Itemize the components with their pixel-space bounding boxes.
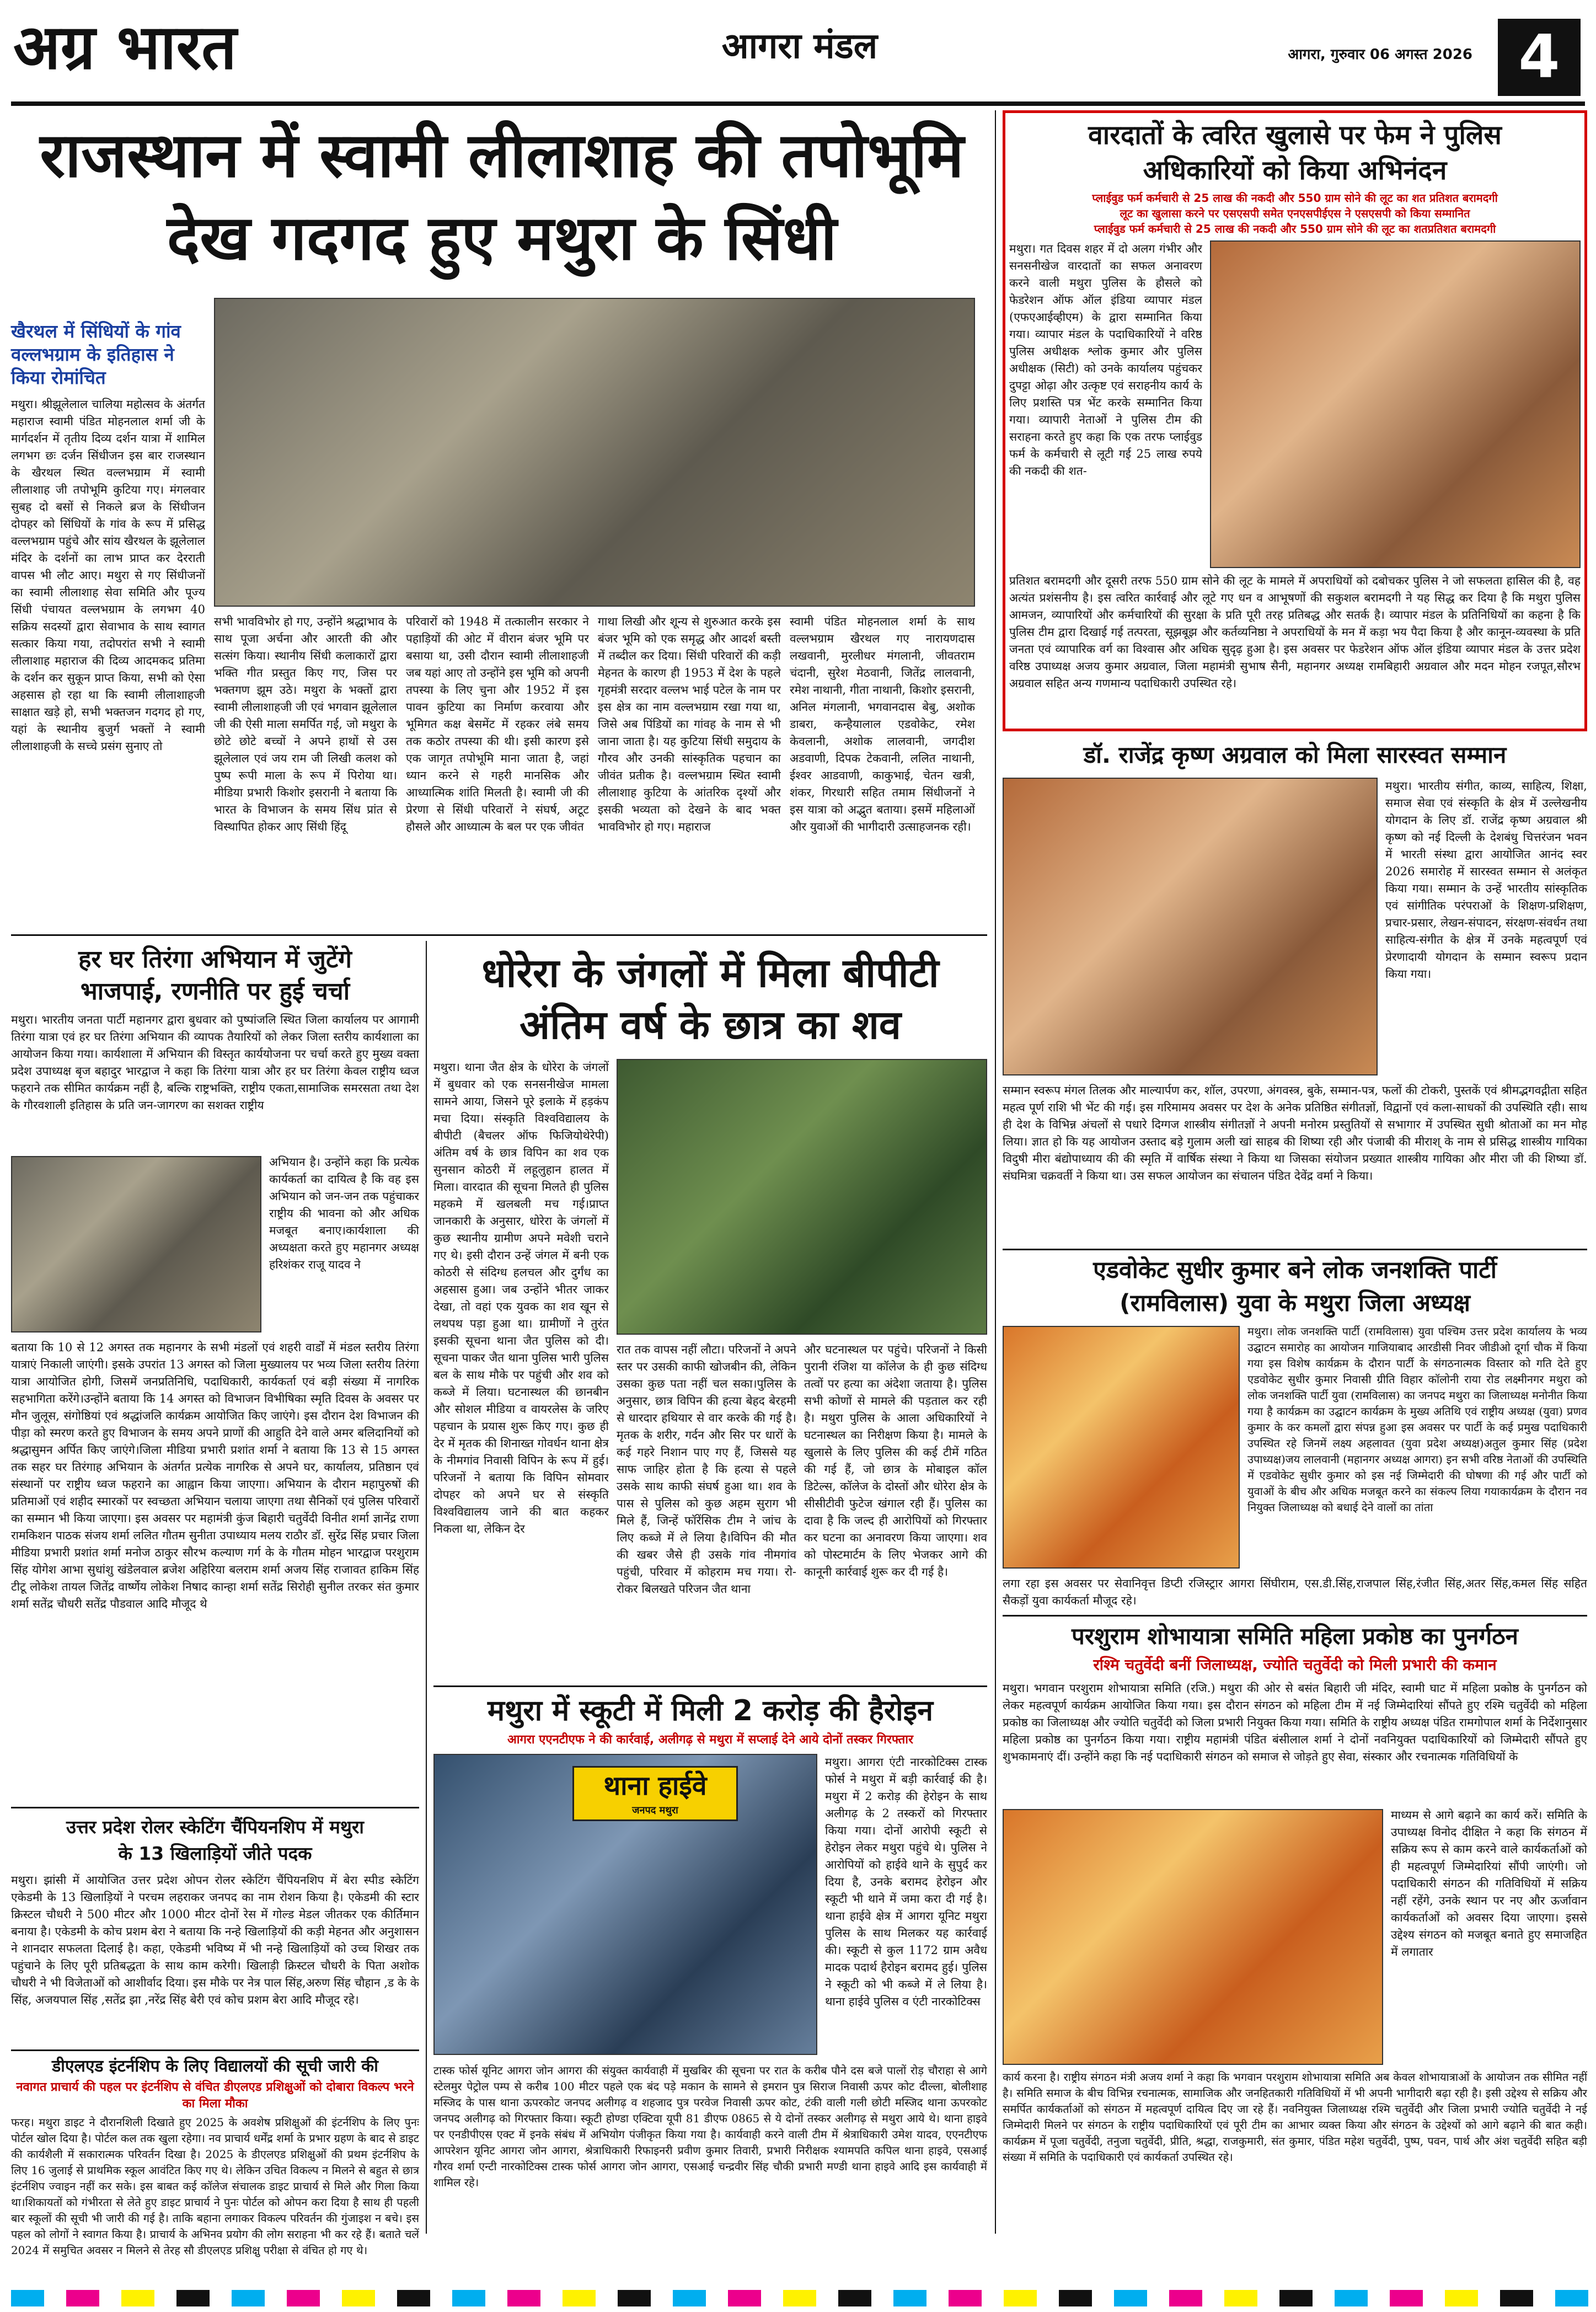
police-photo [1210, 240, 1581, 568]
skating-headline-1: उत्तर प्रदेश रोलर स्केटिंग चैंपियनशिप में मथुरा [66, 1816, 364, 1838]
lead-bottom-rule [11, 934, 987, 936]
color-swatch [121, 2290, 154, 2306]
parshuram-subheadline: रश्मि चतुर्वेदी बनीं जिलाध्यक्ष, ज्योति चतुर्वेदी को मिली प्रभारी की कमान [1093, 1656, 1497, 1674]
heroin-station-sign-text: थाना हाईवे [603, 1770, 707, 1801]
heroin-station-sign-sub: जनपद मथुरा [632, 1805, 678, 1816]
lead-body-col-3: गाथा लिखी और शून्य से शुरुआत करके इस बंजर भूमि को एक समृद्ध और आदर्श बस्ती में तब्दील कर दिया। सिंधी परिवारों की कड़ी मेहनत के कारण ही 1953 में देश के पहले गृहमंत्री सरदार वल्लभ भाई पटेल के नाम पर इस क्षेत्र का नाम वल्लभग्राम रखा गया था, जिसे अब पिंडियों का गांवह के नाम से भी जाना जाता है। यह कुटिया सिंधी समुदाय के गौरव और उनकी सांस्कृतिक पहचान का जीवंत प्रतीक है। वल्लभग्राम स्थित स्वामी लीलाशाह कुटिया के आंतरिक दृश्यों और इसकी भव्यता को देखने के बाद भक्त भावविभोर हो गए। महाराज [598, 615, 781, 833]
heroin-side: मथुरा। आगरा एंटी नारकोटिक्स टास्क फोर्स ने मथुरा में बड़ी कार्रवाई की है। मथुरा में 2 करोड़ की हेरोइन के साथ अलीगढ़ के 2 तस्करों को गिरफ्तार किया गया। दोनों आरोपी स्कूटी से हेरोइन लेकर मथुरा पहुंचे थे। पुलिस ने आरोपियों को हाईवे थाने के सुपुर्द कर दिया है, उनके बरामद हेरोइन और स्कूटी भी थाने में जमा करा दी गई है। थाना हाईवे क्षेत्र में आगरा यूनिट मथुरा पुलिस के साथ मिलकर यह कार्रवाई की। स्कूटी से कुल 1172 ग्राम अवैध मादक पदार्थ हैरोइन बरामद हुई। पुलिस ने स्कूटी को भी कब्जे में ले लिया है। थाना हाईवे पुलिस व एंटी नारकोटिक्स [825, 1756, 987, 2008]
skating-top-rule [11, 1807, 419, 1808]
dhorera-col-3: और घटनास्थल पर पहुंचे। परिजनों ने किसी पुरानी रंजिश या कॉलेज के ही कुछ संदिग्ध तत्वों पर हत्या का अंदेशा जताया है। पुलिस सभी कोणों से मामले की पड़ताल कर रही है। मथुरा पुलिस के आला अधिकारियों ने घटनास्थल का निरीक्षण किया है। मामले के खुलासे के लिए पुलिस की कई टीमें गठित की गई हैं, जो छात्र के मोबाइल कॉल डिटेल्स, कॉलेज के दोस्तों और धोरेरा क्षेत्र के सीसीटीवी फुटेज खंगाल रही हैं। पुलिस का दावा है कि जल्द ही आरोपियों को गिरफ्तार कर घटना का अनावरण किया जाएगा। शव को पोस्टमार्टम के लिए भेजकर आगे की कानूनी कार्रवाई शुरू कर दी गई है। [804, 1343, 987, 1578]
color-swatch [287, 2290, 320, 2306]
color-swatch [1114, 2290, 1147, 2306]
tiranga-headline-1: हर घर तिरंगा अभियान में जुटेंगे [78, 945, 352, 973]
heroin-top-rule [433, 1685, 987, 1687]
police-sub-1: प्लाईवुड फर्म कर्मचारी से 25 लाख की नकदी और 550 ग्राम सोने की लूट का शत प्रतिशत बरामदगी [1092, 191, 1498, 205]
print-color-bar [0, 2268, 1596, 2312]
parshuram-side: माध्यम से आगे बढ़ाने का कार्य करें। समिति के उपाध्यक्ष विनोद दीक्षित ने कहा कि संगठन में सक्रिय रूप से काम करने वाले कार्यकर्ताओं को ही महत्वपूर्ण जिम्मेदारियां सौंपी जाएंगी। जो पदाधिकारी संगठन की गतिविधियों में सक्रिय नहीं रहेंगे, उनके स्थान पर नए और ऊर्जावान कार्यकर्ताओं को अवसर दिया जाएगा। इससे उद्देश्य संगठन को मजबूत बनाते हुए समाजहित में लगातार [1391, 1808, 1587, 1958]
color-swatch [1445, 2290, 1478, 2306]
color-swatch [1390, 2290, 1423, 2306]
parshuram-intro: मथुरा। भगवान परशुराम शोभायात्रा समिति (रजि.) मथुरा की ओर से बसंत बिहारी जी मंदिर, स्वामी घाट में महिला प्रकोष्ठ के पुनर्गठन को लेकर महत्वपूर्ण कार्यक्रम आयोजित किया गया। इस दौरान संगठन को महिला टीम में नई जिम्मेदारियां सौंपते हुए रश्मि चतुर्वेदी को महिला प्रकोष्ठ का जिलाध्यक्ष और ज्योति चतुर्वेदी को जिला प्रभारी नियुक्त किया गया। समिति के राष्ट्रीय अध्यक्ष पंडित रामगोपाल शर्मा के निर्देशानुसार महिला प्रकोष्ठ का पुनर्गठन किया गया। राष्ट्रीय महामंत्री पंडित बंसीलाल शर्मा ने दोनों नवनियुक्त पदाधिकारियों को जिम्मेदारी सौंपते हुए शुभकामनाएं दीं। उन्होंने कहा कि नई पदाधिकारी संगठन को समाज से जोड़ते हुए सेवा, संस्कार और रचनात्मक गतिविधियों के [1003, 1682, 1587, 1763]
color-swatch [728, 2290, 761, 2306]
lead-body-left: मथुरा। श्रीझूलेलाल चालिया महोत्सव के अंतर्गत महाराज स्वामी पंडित मोहनलाल शर्मा जी के मार्गदर्शन में तृतीय दिव्य दर्शन यात्रा में शामिल लगभग छः दर्जन सिंधीजन इस बार राजस्थान के खैरथल स्थित वल्लभग्राम में स्वामी लीलाशाह जी तपोभूमि कुटिया गए। मंगलवार सुबह दो बसों से निकले ब्रज के सिंधीजन दोपहर को सिंधियों के गांव के रूप में प्रसिद्ध वल्लभग्राम पहुंचे और सांय खैरथल के झूलेलाल मंदिर के दर्शनों का लाभ प्राप्त कर देरराती वापस भी लौट आए। मथुरा से गए सिंधीजनों का स्वामी लीलाशाह सेवा समिति और पूज्य सिंधी पंचायत वल्लभग्राम के लगभग 40 सक्रिय सदस्यों द्वारा सेवाभाव के साथ स्वागत सत्कार किया गया, तदोपरांत सभी ने स्वामी लीलाशाह महाराज की दिव्य आदमकद प्रतिमा के दर्शन कर सुकून प्राप्त किया, सभी को ऐसा अहसास हो रहा था कि स्वामी लीलाशाहजी साक्षात खड़े हो, सभी भक्तजन गदगद हो गए, यहां के स्थानीय बुजुर्ग भक्तों ने स्वामी लीलाशाहजी के सच्चे प्रसंग सुनाए तो [11, 398, 205, 753]
color-swatch [342, 2290, 375, 2306]
masthead [0, 0, 1596, 105]
color-swatch [452, 2290, 485, 2306]
color-swatch [66, 2290, 99, 2306]
color-swatch [1004, 2290, 1037, 2306]
dhorera-left-rule [426, 941, 427, 2234]
police-sub-3: प्लाईवुड फर्म कर्मचारी से 25 लाख की नकदी और 550 ग्राम सोने की लूट का शतप्रतिशत बरामदगी [1094, 222, 1496, 236]
sudhir-side: मथुरा। लोक जनशक्ति पार्टी (रामविलास) युवा पश्चिम उत्तर प्रदेश कार्यालय के भव्य उद्घाटन समारोह का आयोजन गाजियाबाद आरडीसी निवर जीडीओ दूर्गा चौक में किया गया इस विशेष कार्यक्रम के दौरान पार्टी के संगठनात्मक विस्तार को गति देते हुए एडवोकेट सुधीर कुमार निवासी ग्रीति विहार कॉलोनी राया रोड लक्ष्मीनगर मथुरा को लोक जनशक्ति पार्टी युवा (रामविलास) का जनपद मथुरा का जिलाध्यक्ष मनोनीत किया गया है कार्यक्रम का उद्घाटन कार्यक्रम के मुख्य अतिथि एवं राष्ट्रीय अध्यक्ष (युवा) प्रणव कुमार के कर कमलों द्वारा संपन्न हुआ इस अवसर पर पार्टी के कई प्रमुख पदाधिकारी उपस्थित रहे जिनमें लक्ष्य अहलावत (युवा प्रदेश अध्यक्ष)अतुल कुमार सिंह (प्रदेश उपाध्यक्ष)जय लालवानी (महानगर अध्यक्ष आगरा) इन सभी वरिष्ठ नेताओं की उपस्थिति में एडवोकेट सुधीर कुमार को इस नई जिम्मेदारी की घोषणा की गई और पार्टी को युवाओं के बीच और अधिक मजबूत करने का संकल्प लिया गयाकार्यक्रम के दौरान नव नियुक्त जिलाध्यक्ष को बधाई देने वालों का तांता [1247, 1325, 1587, 1514]
dhorera-col-1: मथुरा। थाना जैत क्षेत्र के धोरेरा के जंगलों में बुधवार को एक सनसनीखेज मामला सामने आया, जिसने पूरे इलाके में हड़कंप मचा दिया। संस्कृति विश्वविद्यालय के बीपीटी (बैचलर ऑफ फिजियोथेरेपी) अंतिम वर्ष के छात्र विपिन का शव एक सुनसान कोठरी में लहूलुहान हालत में मिला। वारदात की सूचना मिलते ही पुलिस महकमे में खलबली मच गई।प्राप्त जानकारी के अनुसार, धोरेरा के जंगलों में कुछ स्थानीय ग्रामीण अपने मवेशी चराने गए थे। इसी दौरान उन्हें जंगल में बनी एक कोठरी से संदिग्ध हलचल और दुर्गंध का अहसास हुआ। जब उन्होंने भीतर जाकर देखा, तो वहां एक युवक का शव खून से लथपथ पड़ा हुआ था। ग्रामीणों ने तुरंत इसकी सूचना थाना जैत पुलिस को दी।सूचना पाकर जैत थाना पुलिस भारी पुलिस बल के साथ मौके पर पहुंची और शव को कब्जे में लिया। घटनास्थल की छानबीन और सोशल मीडिया व वायरलेस के जरिए पहचान के प्रयास शुरू किए गए। कुछ ही देर में मृतक की शिनाख्त गोवर्धन थाना क्षेत्र के नीमगांव निवासी विपिन के रूप में हुई। परिजनों ने बताया कि विपिन सोमवार दोपहर को अपने घर से संस्कृति विश्वविद्यालय जाने की बात कहकर निकला था, लेकिन देर [433, 1061, 609, 1535]
color-swatch [618, 2290, 651, 2306]
heroin-photo [433, 1754, 817, 2055]
color-swatch [232, 2290, 265, 2306]
skating-body: मथुरा। झांसी में आयोजित उत्तर प्रदेश ओपन रोलर स्केटिंग चैंपियनशिप में बेरा स्पीड स्केटिंग एकेडमी के 13 खिलाड़ियों ने परचम लहराकर जनपद का नाम रोशन किया है। एकेडमी की स्टार क्रिस्टल चौधरी ने 500 मीटर और 1000 मीटर दोनों रेस में गोल्ड मेडल जीतकर एक कीर्तिमान बनाया है। एकेडमी के कोच प्रशम बेरा ने बताया कि नन्हे खिलाड़ियों की कड़ी मेहनत और अनुशासन ने शानदार सफलता दिलाई है। कहा, एकेडमी भविष्य में भी नन्हे खिलाड़ियों को उच्च शिखर तक पहुंचाने के लिए पूरी प्रतिबद्धता के साथ काम करेगी। खिलाड़ी क्रिस्टल चौधरी के पिता अशोक चौधरी ने भी विजेताओं को आशीर्वाद दिया। इस मौके पर नेत्र पाल सिंह,अरुण सिंह चौहान ,ड के के सिंह, अजयपाल सिंह ,सतेंद्र झा ,नरेंद्र सिंह बेरी एवं कोच प्रशम बेरा आदि मौजूद रहे। [11, 1874, 419, 2006]
lead-headline-2: देख गदगद हुए मथुरा के सिंधी [167, 202, 837, 274]
color-swatch [783, 2290, 816, 2306]
parshuram-photo [1003, 1809, 1383, 2065]
parshuram-headline: परशुराम शोभायात्रा समिति महिला प्रकोष्ठ का पुनर्गठन [1072, 1623, 1518, 1650]
deled-body: फरह। मथुरा डाइट ने दौरानशिली दिखाते हुए 2025 के अवशेष प्रशिक्षुओं की इंटर्नशिप के लिए पुनः पोर्टल खोल दिया है। पोर्टल कल तक खुला रहेगा। नव प्राचार्य धर्मेंद्र शर्मा के प्रभार ग्रहण के बाद से डाइट की कार्यशैली में सकारात्मक परिवर्तन दिखा है। 2025 के डीएलएड प्रशिक्षुओं की प्रथम इंटर्नशिप के लिए 16 जुलाई से प्राथमिक स्कूल आवंटित किए गए थे। लेकिन उचित विकल्प न मिलने से बहुत से छात्र इंटर्नशिप ज्वाइन नहीं कर सके। इस बाबत कई कॉलेज संचालक डाइट प्राचार्य से मिले और गिला किया था।शिकायतों को गंभीरता से लेते हुए डाइट प्राचार्य ने पुनः पोर्टल को ओपन करा दिया है साथ ही पहली बार स्कूलों की सूची भी जारी की गई है। ताकि बहाना लगाकर विकल्प परिवर्तन की गुंजाइश न बचे। इस पहल को लोगों ने स्वागत किया है। प्राचार्य के अभिनव प्रयोग की लोग सराहना भी कर रहे हैं। बताते चलें 2024 में समुचित अवसर न मिलने से तेरह सौ डीएलएड प्रशिक्षु परीक्षा से वंचित हो गए थे। [11, 2116, 419, 2257]
color-swatch [397, 2290, 430, 2306]
color-swatch [1500, 2290, 1533, 2306]
color-swatch [11, 2290, 44, 2306]
sudhir-headline-2: (रामविलास) युवा के मथुरा जिला अध्यक्ष [1119, 1289, 1471, 1317]
color-swatch [949, 2290, 982, 2306]
color-swatch [838, 2290, 871, 2306]
color-swatch [176, 2290, 210, 2306]
tiranga-photo [11, 1156, 261, 1332]
sudhir-top-rule [1003, 1249, 1587, 1250]
skating-headline-2: के 13 खिलाड़ियों जीते पदक [118, 1843, 312, 1864]
heroin-headline: मथुरा में स्कूटी में मिली 2 करोड़ की हैरोइन [487, 1694, 934, 1727]
dhorera-col-2: रात तक वापस नहीं लौटा। परिजनों ने अपने स्तर पर उसकी काफी खोजबीन की, लेकिन उसका कुछ पता नहीं चल सका।पुलिस के अनुसार, छात्र विपिन की हत्या बेहद बेरहमी से धारदार हथियार से वार करके की गई है। मृतक के शरीर, गर्दन और सिर पर धारों के कई गहरे निशान पाए गए हैं, जिससे यह साफ जाहिर होता है कि हत्या से पहले उसके साथ काफी संघर्ष हुआ था। शव के पास से पुलिस को कुछ अहम सुराग भी मिले हैं, जिन्हें फॉरेंसिक टीम ने जांच के लिए कब्जे में ले लिया है।विपिन की मौत की खबर जैसे ही उसके गांव नीमगांव पहुंची, परिवार में कोहराम मच गया। रो-रोकर बिलखते परिजन जैत थाना [617, 1343, 796, 1596]
tiranga-rest: बताया कि 10 से 12 अगस्त तक महानगर के सभी मंडलों एवं शहरी वार्डों में मंडल स्तरीय तिरंगा यात्राएं निकाली जाएंगी। इसके उपरांत 13 अगस्त को जिला मुख्यालय पर भव्य जिला स्तरीय तिरंगा यात्रा आयोजित होगी, जिसमें जनप्रतिनिधि, पदाधिकारी, कार्यकर्ता एवं बड़ी संख्या में नागरिक सहभागिता करेंगे।उन्होंने बताया कि 14 अगस्त को विभाजन विभीषिका स्मृति दिवस के अवसर पर मौन जुलूस, संगोष्ठियां एवं श्रद्धांजलि कार्यक्रम आयोजित किए जाएंगे। इस दौरान देश विभाजन की पीड़ा को स्मरण करते हुए विभाजन के समय अपने प्राणों की आहुति देने वाले अमर बलिदानियों को श्रद्धासुमन अर्पित किए जाएंगे।जिला मीडिया प्रभारी प्रशांत शर्मा ने बताया कि 13 से 15 अगस्त तक सहर घर तिरंगाह अभियान के अंतर्गत प्रत्येक नागरिक से अपने घर, कार्यालय, प्रतिष्ठान एवं संस्थानों पर राष्ट्रीय ध्वज फहराने का आह्वान किया जाएगा। अभियान के दौरान महापुरुषों की प्रतिमाओं एवं शहीद स्मारकों पर स्वच्छता अभियान चलाया जाएगा तथा सैनिकों एवं पुलिस परिवारों का सम्मान भी किया जाएगा। इस अवसर पर महामंत्री कुंज बिहारी चतुर्वेदी विनीत शर्मा ज्ञानेंद्र राणा रामकिशन पाठक संजय शर्मा ललित गौतम सुनीता उपाध्याय मलय राठौर डॉ. सुरेंद्र सिंह प्रचार जिला मीडिया प्रभारी प्रशांत शर्मा मनोज ठाकुर सौरभ कल्याण गर्ग के के गौतम मोहन भारद्वाज परशुराम सिंह योगेश आभा सुधांशु खंडेलवाल ब्रजेश अहिरिया बलराम शर्मा अजय सिंह राजावत हाकिम सिंह टीटू लोकेश तायल जितेंद्र वार्ष्णेय लोकेश निषाद कान्हा शर्मा सतेंद्र सिरोही सुनील तरकर संत कुमार शर्मा सतेंद्र चौधरी सतेंद्र पौडवाल आदि मौजूद थे [11, 1341, 419, 1610]
police-col: मथुरा। गत दिवस शहर में दो अलग गंभीर और सनसनीखेज वारदातों का सफल अनावरण करने वाली मथुरा पुलिस के हौसले को फेडरेशन ऑफ ऑल इंडिया व्यापार मंडल (एफएआईव्हीएम) के द्वारा सम्मानित किया गया। व्यापार मंडल के पदाधिकारियों ने वरिष्ठ पुलिस अधीक्षक श्लोक कुमार और पुलिस अधीक्षक (सिटी) को उनके कार्यालय पहुंचकर दुपट्टा ओढ़ा और उत्कृष्ट एवं सराहनीय कार्य के लिए प्रशस्ति पत्र भेंट करके सम्मानित किया गया। व्यापारी नेताओं ने पुलिस टीम की सराहना करते हुए कहा कि एक तरफ प्लाईवुड फर्म के कर्मचारी से लूटी गई 25 लाख रुपये की नकदी की शत- [1009, 242, 1202, 478]
color-swatch [673, 2290, 706, 2306]
color-swatch [893, 2290, 926, 2306]
lead-body-col-2: परिवारों को 1948 में तत्कालीन सरकार ने पहाड़ियों की ओट में वीरान बंजर भूमि पर बसाया था, उसी दौरान स्वामी लीलाशाहजी जब यहां आए तो उन्होंने इस भूमि को अपनी तपस्या के लिए चुना और 1952 में इस पावन कुटिया का निर्माण करवाया और भूमिगत कक्ष बेसमेंट में रहकर लंबे समय तक कठोर तपस्या की थी। इसी कारण इसे एक जागृत तपोभूमि माना जाता है, जहां ध्यान करने से गहरी मानसिक और आध्यात्मिक शांति मिलती है। स्वामी जी की प्रेरणा से सिंधी परिवारों ने संघर्ष, अटूट हौसले और आध्यात्म के बल पर एक जीवंत [406, 615, 589, 833]
police-headline-2: अधिकारियों को किया अभिनंदन [1143, 155, 1447, 186]
parshuram-top-rule [1003, 1615, 1587, 1617]
color-swatch [1279, 2290, 1313, 2306]
color-swatch [1169, 2290, 1202, 2306]
lead-body-col-4: स्वामी पंडित मोहनलाल शर्मा के साथ वल्लभग्राम खैरथल गए नारायणदास लखवानी, मुरलीधर मंगलानी, जीवतराम चंदानी, सुरेश मेठवानी, जितेंद्र लालवानी, रमेश नाथानी, गीता नाथानी, किशोर इसरानी, अनिल मंगलानी, भगवानदास बेबु, अशोक डाबरा, कन्हैयालाल एडवोकेट, रमेश केवलानी, अशोक लालवानी, जगदीश अडवाणी, दिपक टेकवानी, ललित नाथानी, ईश्वर आडवाणी, काकुभाई, चेतन खत्री, शंकर, गिरधारी सहित तमाम सिंधीजनों ने इस यात्रा को अद्भुत बताया। इसमें महिलाओं और युवाओं की भागीदारी उत्साहजनक रही। [790, 615, 975, 833]
tiranga-intro: मथुरा। भारतीय जनता पार्टी महानगर द्वारा बुधवार को पुष्पांजलि स्थित जिला कार्यालय पर आगामी तिरंगा यात्रा एवं हर घर तिरंगा अभियान की व्यापक तैयारियों को लेकर जिला स्तरीय कार्यशाला का आयोजन किया गया। कार्यशाला में अभियान की विस्तृत कार्ययोजना पर चर्चा करते हुए मुख्य वक्ता प्रदेश उपाध्यक्ष बृज बहादुर भारद्वाज ने कहा कि तिरंगा यात्रा और हर घर तिरंगा केवल राष्ट्रीय ध्वज फहराने तक सीमित कार्यक्रम नहीं है, बल्कि राष्ट्रभक्ति, राष्ट्रीय एकता,सामाजिक समरसता तथा देश के गौरवशाली इतिहास के प्रति जन-जागरण का सशक्त राष्ट्रीय [11, 1013, 419, 1112]
heroin-station-sign [572, 1766, 738, 1821]
police-wide: प्रतिशत बरामदगी और दूसरी तरफ 550 ग्राम सोने की लूट के मामले में अपराधियों को दबोचकर पुलिस ने जो सफलता हासिल की है, वह अत्यंत प्रशंसनीय है। इस त्वरित कार्रवाई और लूटे गए धन व आभूषणों की सकुशल बरामदगी ने यह सिद्ध कर दिया है कि मथुरा पुलिस आमजन, व्यापारियों और कर्मचारियों की सुरक्षा के प्रति पूरी तरह प्रतिबद्ध और सतर्क है। व्यापार मंडल के प्रतिनिधियों का कहना है कि पुलिस टीम द्वारा दिखाई गई तत्परता, सूझबूझ और कर्तव्यनिष्ठा ने अपराधियों के मन में कड़ा भय पैदा किया है और कानून-व्यवस्था के प्रति जनता एवं व्यापारिक वर्ग का विश्वास और अधिक सुदृढ़ हुआ है। इस अवसर पर फेडरेशन ऑफ ऑल इंडिया व्यापार मंडल के उत्तर प्रदेश वरिष्ठ उपाध्यक्ष अजय कुमार अग्रवाल, जिला महामंत्री सुभाष सैनी, महानगर अध्यक्ष रामबिहारी अग्रवाल और मदन मोहन रजपूत,सौरभ अग्रवाल सहित अन्य गणमान्य पदाधिकारी उपस्थित रहे। [1009, 574, 1581, 690]
police-headline-1: वारदातों के त्वरित खुलासे पर फेम ने पुलिस [1088, 120, 1502, 151]
police-sub-2: लूट का खुलासा करने पर एसएसपी समेत एनएसपीईएस ने एसएसपी को किया सम्मानित [1120, 207, 1470, 220]
lead-headline-1: राजस्थान में स्वामी लीलाशाह की तपोभूमि [40, 120, 964, 191]
lead-photo [214, 298, 975, 607]
lead-sidebar-kicker: खैरथल में सिंधियों के गांव वल्लभग्राम के इतिहास ने किया रोमांचित [11, 320, 181, 388]
sudhir-photo [1003, 1326, 1240, 1569]
center-column-rule [995, 110, 996, 2234]
heroin-subheadline: आगरा एएनटीएफ ने की कार्रवाई, अलीगढ़ से मथुरा में सप्लाई देने आये दोनों तस्कर गिरफ्तार [507, 1733, 913, 1747]
deled-subheadline: नवागत प्राचार्य की पहल पर इंटर्नशिप से वंचित डीएलएड प्रशिक्षुओं को दोबारा विकल्प भरने का मिला मौका [16, 2080, 414, 2111]
dhorera-photo [617, 1059, 987, 1335]
heroin-bottom: टास्क फोर्स यूनिट आगरा जोन आगरा की संयुक्त कार्यवाही में मुखबिर की सूचना पर रात के करीब पौने दस बजे पालों रोड़ चौराहा से आगे स्टेलमुर पेट्रोल पम्प से करीब 100 मीटर पहले एक बंद पड़े मकान के सामने से इमरान पुत्र सिराज निवासी ऊपर कोट दील्ला, बोलीशाह मस्जिद के पास थाना ऊपरकोट जनपद अलीगढ़ व शहजाद पुत्र परवेज निवासी ऊपर कोट, टंकी वाली गली छोटी मस्जिद थाना ऊपरकोट जनपद अलीगढ़ को गिरफ्तार किया। स्कूटी होण्डा एक्टिवा यूपी 81 डीएफ 0865 से ये दोनों तस्कर अलीगढ़ से मथुरा आये थे। थाना हाइवे पर एनडीपीएस एक्ट में इनके संबंध में अभियोग पंजीकृत किया गया है। कार्यवाही करने वाली टीम में श्रेत्राधिकारी उमेश यादव, एएनटीएफ आपरेशन यूनिट आगरा जोन आगरा, श्रेत्राधिकारी रिफाइनरी प्रवीण कुमार तिवारी, प्रभारी निरीक्षक श्यामपति कपिल थाना हाइवे, एसआई गौरव शर्मा एन्टी नारकोटिक्स टास्क फोर्स आगरा जोन आगरा, एसआई चन्द्रवीर सिंह चौकी प्रभारी मण्डी थाना हाइवे आदि इस कार्यवाही में शामिल रहे। [433, 2064, 987, 2189]
lead-body-col-1: सभी भावविभोर हो गए, उन्होंने श्रद्धाभाव के साथ पूजा अर्चना और आरती की और सत्संग किया। स्थानीय सिंधी कलाकारों द्वारा भक्ति गीत प्रस्तुत किए गए, जिस पर भक्तगण झूम उठे। मथुरा के भक्तों द्वारा स्वामी लीलाशाहजी जी एवं भगवान झूलेलाल जी की ऐसी माला समर्पित गई, जो मथुरा के छोटे छोटे बच्चों ने अपने हाथों से उस झूलेलाल एवं जय राम जी लिखी कलश को पुष्प रूपी माला के रूप में पिरोया था। मीडिया प्रभारी किशोर इसरानी ने बताया कि भारत के विभाजन के समय सिंध प्रांत से विस्थापित होकर आए सिंधी हिंदू [214, 615, 397, 833]
parshuram-wide: कार्य करना है। राष्ट्रीय संगठन मंत्री अजय शर्मा ने कहा कि भगवान परशुराम शोभायात्रा समिति अब केवल शोभायात्राओं के आयोजन तक सीमित नहीं है। समिति समाज के बीच विभिन्न रचनात्मक, सामाजिक और जनहितकारी गतिविधियों में भी अपनी भागीदारी बढ़ा रही है। इसी उद्देश्य से सक्रिय और समर्पित कार्यकर्ताओं को संगठन में महत्वपूर्ण दायित्व दिए जा रहे हैं। नवनियुक्त जिलाध्यक्ष रश्मि चतुर्वेदी और जिला प्रभारी ज्योति चतुर्वेदी ने नई जिम्मेदारी मिलने पर संगठन के राष्ट्रीय पदाधिकारियों एवं पूरी टीम का आभार व्यक्त किया और संगठन के उद्देश्यों को आगे बढ़ाने की बात कही। कार्यक्रम में पूजा चतुर्वेदी, तनुजा चतुर्वेदी, प्रीति, श्रद्धा, राजकुमारी, संत कुमार, पंडित महेश चतुर्वेदी, पुष्प, पवन, पार्थ और अंश चतुर्वेदी सहित बड़ी संख्या में समिति के पदाधिकारी एवं कार्यकर्ता उपस्थित रहे। [1003, 2070, 1587, 2164]
color-swatch [1224, 2290, 1257, 2306]
section-name: आगरा मंडल [721, 26, 878, 67]
color-swatch [507, 2290, 540, 2306]
agrawal-wide: सम्मान स्वरूप मंगल तिलक और माल्यार्पण कर, शॉल, उपरणा, अंगवस्त्र, बुके, सम्मान-पत्र, फलों की टोकरी, पुस्तकें एवं श्रीमद्भगवद्गीता सहित महत्व पूर्ण राशि भी भेंट की गई। इस गरिमामय अवसर पर देश के अनेक प्रतिष्ठित संगीतज्ञों, विद्वानों एवं कला-साधकों की उपस्थिति रही। साथ ही देश के विभिन्न अंचलों से पधारे दिग्गज शास्त्रीय संगीतज्ञों ने अपनी मनोरम प्रस्तुतियों से सभागार में उपस्थित सुधी श्रोताओं का मन मोह लिया। ज्ञात हो कि यह आयोजन उस्ताद बड़े गुलाम अली खां साहब की शिष्या रही और पंजाबी की मीराश् के नाम से प्रसिद्ध शास्त्रीय गायिका विदुषी मीरा बंद्योपाध्याय की की स्मृति में वार्षिक संस्था ने किया था जिसका संयोजन प्रख्यात शास्त्रीय गायिका और मीरा जी की शिष्या डॉ. संघमित्रा चक्रवर्ती ने किया था। उस सफल आयोजन का संचालन पंडित देवेंद्र वर्मा ने किया। [1003, 1084, 1587, 1182]
dhorera-headline-2: अंतिम वर्ष के छात्र का शव [519, 1002, 901, 1048]
agrawal-headline: डॉ. राजेंद्र कृष्ण अग्रवाल को मिला सारस्वत सम्मान [1083, 741, 1507, 768]
agrawal-photo [1003, 778, 1378, 1075]
color-swatch [1555, 2290, 1588, 2306]
tiranga-headline-2: भाजपाई, रणनीति पर हुई चर्चा [80, 977, 350, 1005]
deled-headline: डीएलएड इंटर्नशिप के लिए विद्यालयों की सूची जारी की [52, 2057, 378, 2076]
dhorera-headline-1: धोरेरा के जंगलों में मिला बीपीटी [481, 950, 939, 996]
tiranga-side: अभियान है। उन्होंने कहा कि प्रत्येक कार्यकर्ता का दायित्व है कि वह इस अभियान को जन-जन तक पहुंचाकर राष्ट्रीय की भावना को और अधिक मजबूत बनाए।कार्यशाला की अध्यक्षता करते हुए महानगर अध्यक्ष हरिशंकर राजू यादव ने [269, 1155, 419, 1271]
sudhir-wide: लगा रहा इस अवसर पर सेवानिवृत्त डिप्टी रजिस्ट्रार आगरा सिंघीराम, एस.डी.सिंह,राजपाल सिंह,रंजीत सिंह,अतर सिंह,कमल सिंह सहित सैकड़ों युवा कार्यकर्ता मौजूद रहे। [1003, 1577, 1587, 1607]
deled-top-rule [11, 2049, 419, 2051]
sudhir-headline-1: एडवोकेट सुधीर कुमार बने लोक जनशक्ति पार्टी [1093, 1256, 1497, 1284]
color-swatch [1059, 2290, 1092, 2306]
page-number: 4 [1498, 19, 1581, 96]
paper-name: अग्र भारत [13, 12, 237, 83]
color-swatch [1335, 2290, 1368, 2306]
color-swatch [563, 2290, 596, 2306]
agrawal-side: मथुरा। भारतीय संगीत, काव्य, साहित्य, शिक्षा, समाज सेवा एवं संस्कृति के क्षेत्र में उल्लेखनीय योगदान के लिए डॉ. राजेंद्र कृष्ण अग्रवाल श्री कृष्ण को नई दिल्ली के देशबंधु चित्तरंजन भवन में भारती संस्था द्वारा आयोजित आनंद स्वर 2026 समारोह में सारस्वत सम्मान से अलंकृत किया गया। सम्मान के उन्हें भारतीय सांस्कृतिक एवं सांगीतिक परंपराओं के शिक्षण-प्रशिक्षण, प्रचार-प्रसार, लेखन-संपादन, संरक्षण-संवर्धन तथा साहित्य-संगीत के क्षेत्र में उनके महत्वपूर्ण एवं प्रेरणादायी योगदान के सम्मान स्वरूप प्रदान किया गया। [1385, 779, 1587, 981]
masthead-rule [11, 101, 1585, 106]
dateline: आगरा, गुरुवार 06 अगस्त 2026 [1288, 46, 1472, 63]
